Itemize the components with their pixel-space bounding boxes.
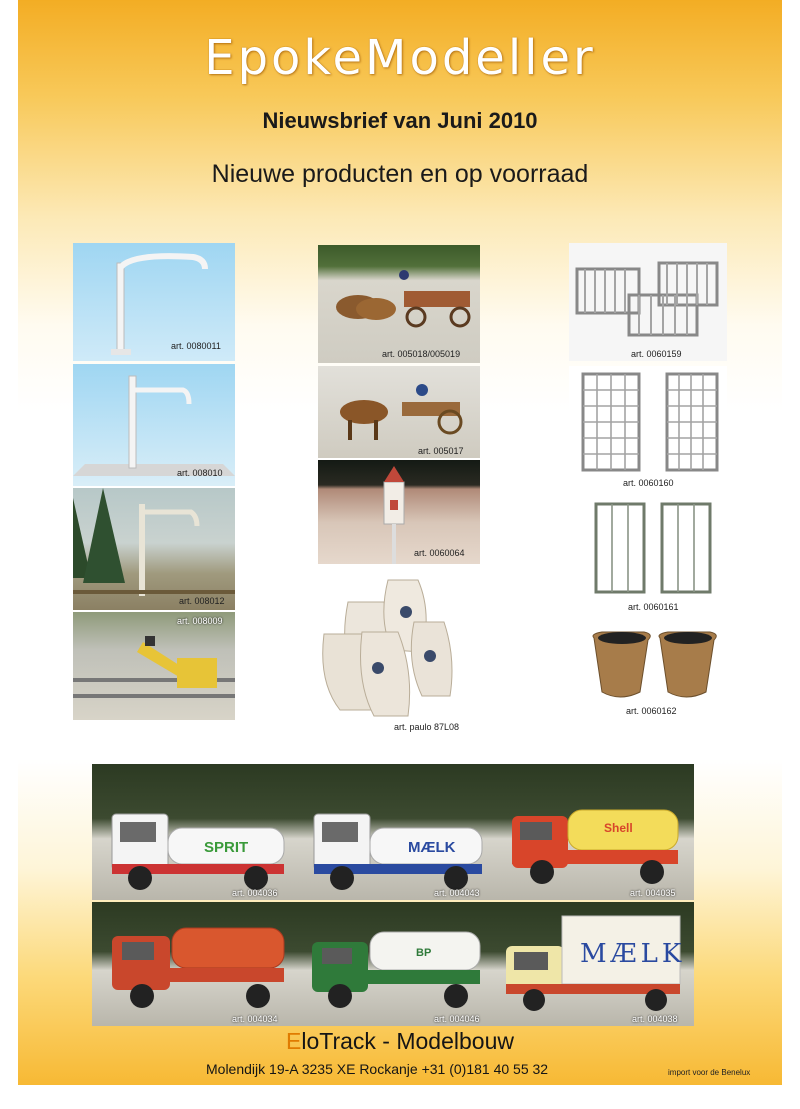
footer-import-note: import voor de Benelux [668,1068,751,1077]
product-photo-truck-shell [492,764,694,900]
product-photo-truck-maelk-tanker [296,764,492,900]
product-caption: art. 004038 [632,1014,678,1024]
product-photo-buffer-stop [73,612,235,720]
product-caption: art. paulo 87L08 [394,722,460,732]
product-photo-horse-wagon [318,245,480,363]
product-caption: art. 0060064 [414,548,465,558]
truck-label-text: MÆLK [408,839,456,856]
product-caption: art. 0060160 [623,478,674,488]
footer-brand [0,1028,800,1055]
truck-label-text: SPRIT [204,839,249,856]
product-caption: art. 004046 [434,1014,480,1024]
product-caption: art. 008009 [177,616,223,626]
footer-brand-accent: E [286,1028,302,1054]
product-caption: art. 005018/005019 [382,349,461,359]
product-caption: art. 004036 [232,888,278,898]
product-caption: art. 004035 [630,888,676,898]
product-photo-cages [569,366,727,490]
product-photo-truck-sprit [92,764,296,900]
logo: EpokeModeller [204,30,596,86]
product-photo-water-crane-2 [73,364,235,486]
product-photo-water-crane-3 [73,488,235,610]
product-caption: art. 008012 [179,596,225,606]
truck-label-text: BP [416,947,432,959]
product-photo-signpost [318,460,480,564]
truck-label-text: Shell [604,821,633,835]
product-photo-sacks [318,572,480,738]
product-caption: art. 008010 [177,468,223,478]
product-caption: art. 0060162 [626,706,677,716]
product-caption: art. 004034 [232,1014,278,1024]
product-photo-water-crane-1 [73,243,235,361]
newsletter-title: Nieuwsbrief van Juni 2010 [262,108,538,133]
product-photo-truck-red-tanker [92,902,296,1026]
product-caption: art. 0080011 [171,341,221,351]
product-caption: art. 0060161 [628,602,679,612]
product-caption: art. 0060159 [631,349,682,359]
product-caption: art. 004043 [434,888,480,898]
product-photo-roll-cages [580,496,720,616]
product-caption: art. 005017 [418,446,464,456]
footer-brand-rest: loTrack - Modelbouw [301,1028,514,1054]
product-photo-crates [569,243,727,361]
product-photo-horse-cart [318,366,480,458]
truck-label-text: MÆLK [580,939,686,969]
product-photo-truck-bp [296,902,492,1026]
product-photo-baskets [588,626,724,718]
product-photo-truck-maelk-box [492,902,694,1026]
footer-address: Molendijk 19-A 3235 XE Rockanje +31 (0)181 40 55 32 [206,1061,549,1077]
newsletter-subtitle: Nieuwe producten en op voorraad [211,160,589,188]
